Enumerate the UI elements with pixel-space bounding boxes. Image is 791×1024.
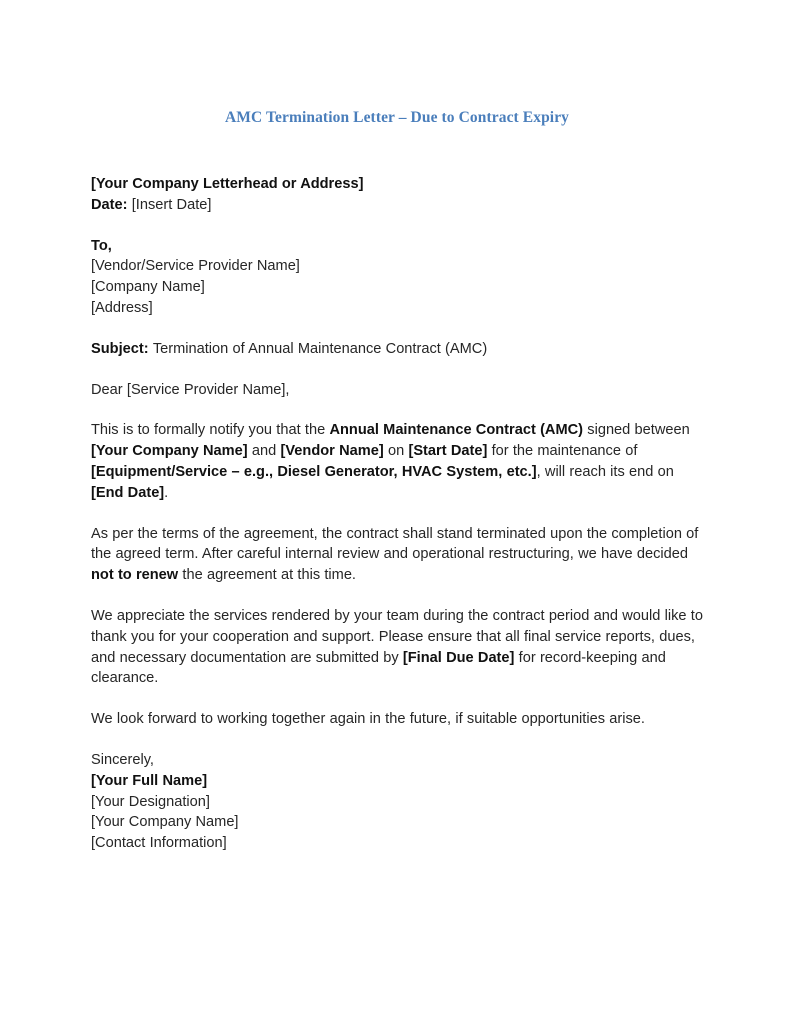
block-spacer xyxy=(91,400,703,420)
paragraph-terms xyxy=(91,524,703,586)
paragraph-text xyxy=(91,709,703,730)
text-run: and xyxy=(247,443,281,460)
document-body xyxy=(91,96,708,854)
salutation-line xyxy=(91,380,703,401)
signer-designation-line xyxy=(91,792,703,813)
text-run-bold: To, xyxy=(91,237,112,254)
subject-block xyxy=(91,339,703,360)
signer-company-line xyxy=(91,812,703,833)
text-run: [Address] xyxy=(91,299,153,316)
block-spacer xyxy=(91,730,703,750)
text-run: [Insert Date] xyxy=(131,196,212,213)
paragraph-text xyxy=(91,606,708,689)
signature-block xyxy=(91,750,703,854)
text-run: , will reach its end on xyxy=(536,463,679,480)
text-run-bold: Subject: xyxy=(91,340,153,357)
text-run: Termination of Annual Maintenance Contract (AMC) xyxy=(152,340,488,357)
sign-off-line xyxy=(91,750,703,771)
company-name-line xyxy=(91,277,703,298)
block-spacer xyxy=(91,689,703,709)
text-run: We look forward to working together again in the future, if suitable opportunities arise. xyxy=(91,711,645,728)
text-run-bold: [Your Company Name] xyxy=(91,443,248,460)
text-run-bold: [Your Full Name] xyxy=(91,772,208,789)
text-run: [Company Name] xyxy=(91,279,205,296)
block-spacer xyxy=(91,319,703,339)
letterhead-block xyxy=(91,174,703,216)
text-run-bold: Date: xyxy=(91,196,132,213)
subject-line xyxy=(91,339,703,360)
text-run: Sincerely, xyxy=(91,751,154,768)
text-run-bold: [Start Date] xyxy=(408,443,488,460)
salutation-block xyxy=(91,380,703,401)
text-run: [Vendor/Service Provider Name] xyxy=(91,258,300,275)
text-run: This is to formally notify you that the xyxy=(91,422,330,439)
text-run: signed between xyxy=(583,422,694,439)
letterhead-line xyxy=(91,174,703,195)
text-run: for record-keeping and clearance. xyxy=(91,649,671,687)
text-run: [Your Designation] xyxy=(91,793,210,810)
text-run: on xyxy=(383,443,409,460)
block-spacer xyxy=(91,586,703,606)
title-spacer xyxy=(91,128,703,174)
text-run: [Your Company Name] xyxy=(91,814,239,831)
text-run-bold: [Equipment/Service – e.g., Diesel Generator, HVAC System, etc.] xyxy=(91,463,537,480)
vendor-name-line xyxy=(91,256,703,277)
signer-contact-line xyxy=(91,833,703,854)
document-title: AMC Termination Letter – Due to Contract Expiry xyxy=(224,109,570,126)
paragraph-appreciation xyxy=(91,606,708,689)
text-run: Dear [Service Provider Name], xyxy=(91,381,290,398)
text-run: [Contact Information] xyxy=(91,835,227,852)
text-run: . xyxy=(164,484,169,501)
block-spacer xyxy=(91,504,703,524)
text-run: for the maintenance of xyxy=(487,443,642,460)
text-run: As per the terms of the agreement, the contract shall stand terminated upon the completion of the agreed term. After careful internal review and operational restructuring, we have decided xyxy=(91,525,703,563)
paragraph-text xyxy=(91,420,703,503)
text-run-bold: [Vendor Name] xyxy=(280,443,384,460)
date-line xyxy=(91,195,703,216)
paragraph-text xyxy=(91,524,703,586)
text-run-bold: not to renew xyxy=(91,567,179,584)
text-run-bold: [End Date] xyxy=(91,484,165,501)
block-spacer xyxy=(91,216,703,236)
block-spacer xyxy=(91,360,703,380)
paragraph-closing-wish xyxy=(91,709,703,730)
recipient-block xyxy=(91,236,703,319)
paragraph-notice xyxy=(91,420,703,503)
text-run-bold: [Your Company Letterhead or Address] xyxy=(91,176,364,192)
text-run: the agreement at this time. xyxy=(178,567,356,584)
letter-content xyxy=(91,174,708,854)
text-run: We appreciate the services rendered by your team during the contract period and would like to thank you for your cooperation and support. Please ensure that all final service reports, dues, and necessary documentation are submitted by xyxy=(91,607,708,666)
text-run-bold: [Final Due Date] xyxy=(402,649,515,666)
address-line xyxy=(91,298,703,319)
to-label-line xyxy=(91,236,703,257)
signer-name-line xyxy=(91,771,703,792)
text-run-bold: Annual Maintenance Contract (AMC) xyxy=(329,422,584,439)
